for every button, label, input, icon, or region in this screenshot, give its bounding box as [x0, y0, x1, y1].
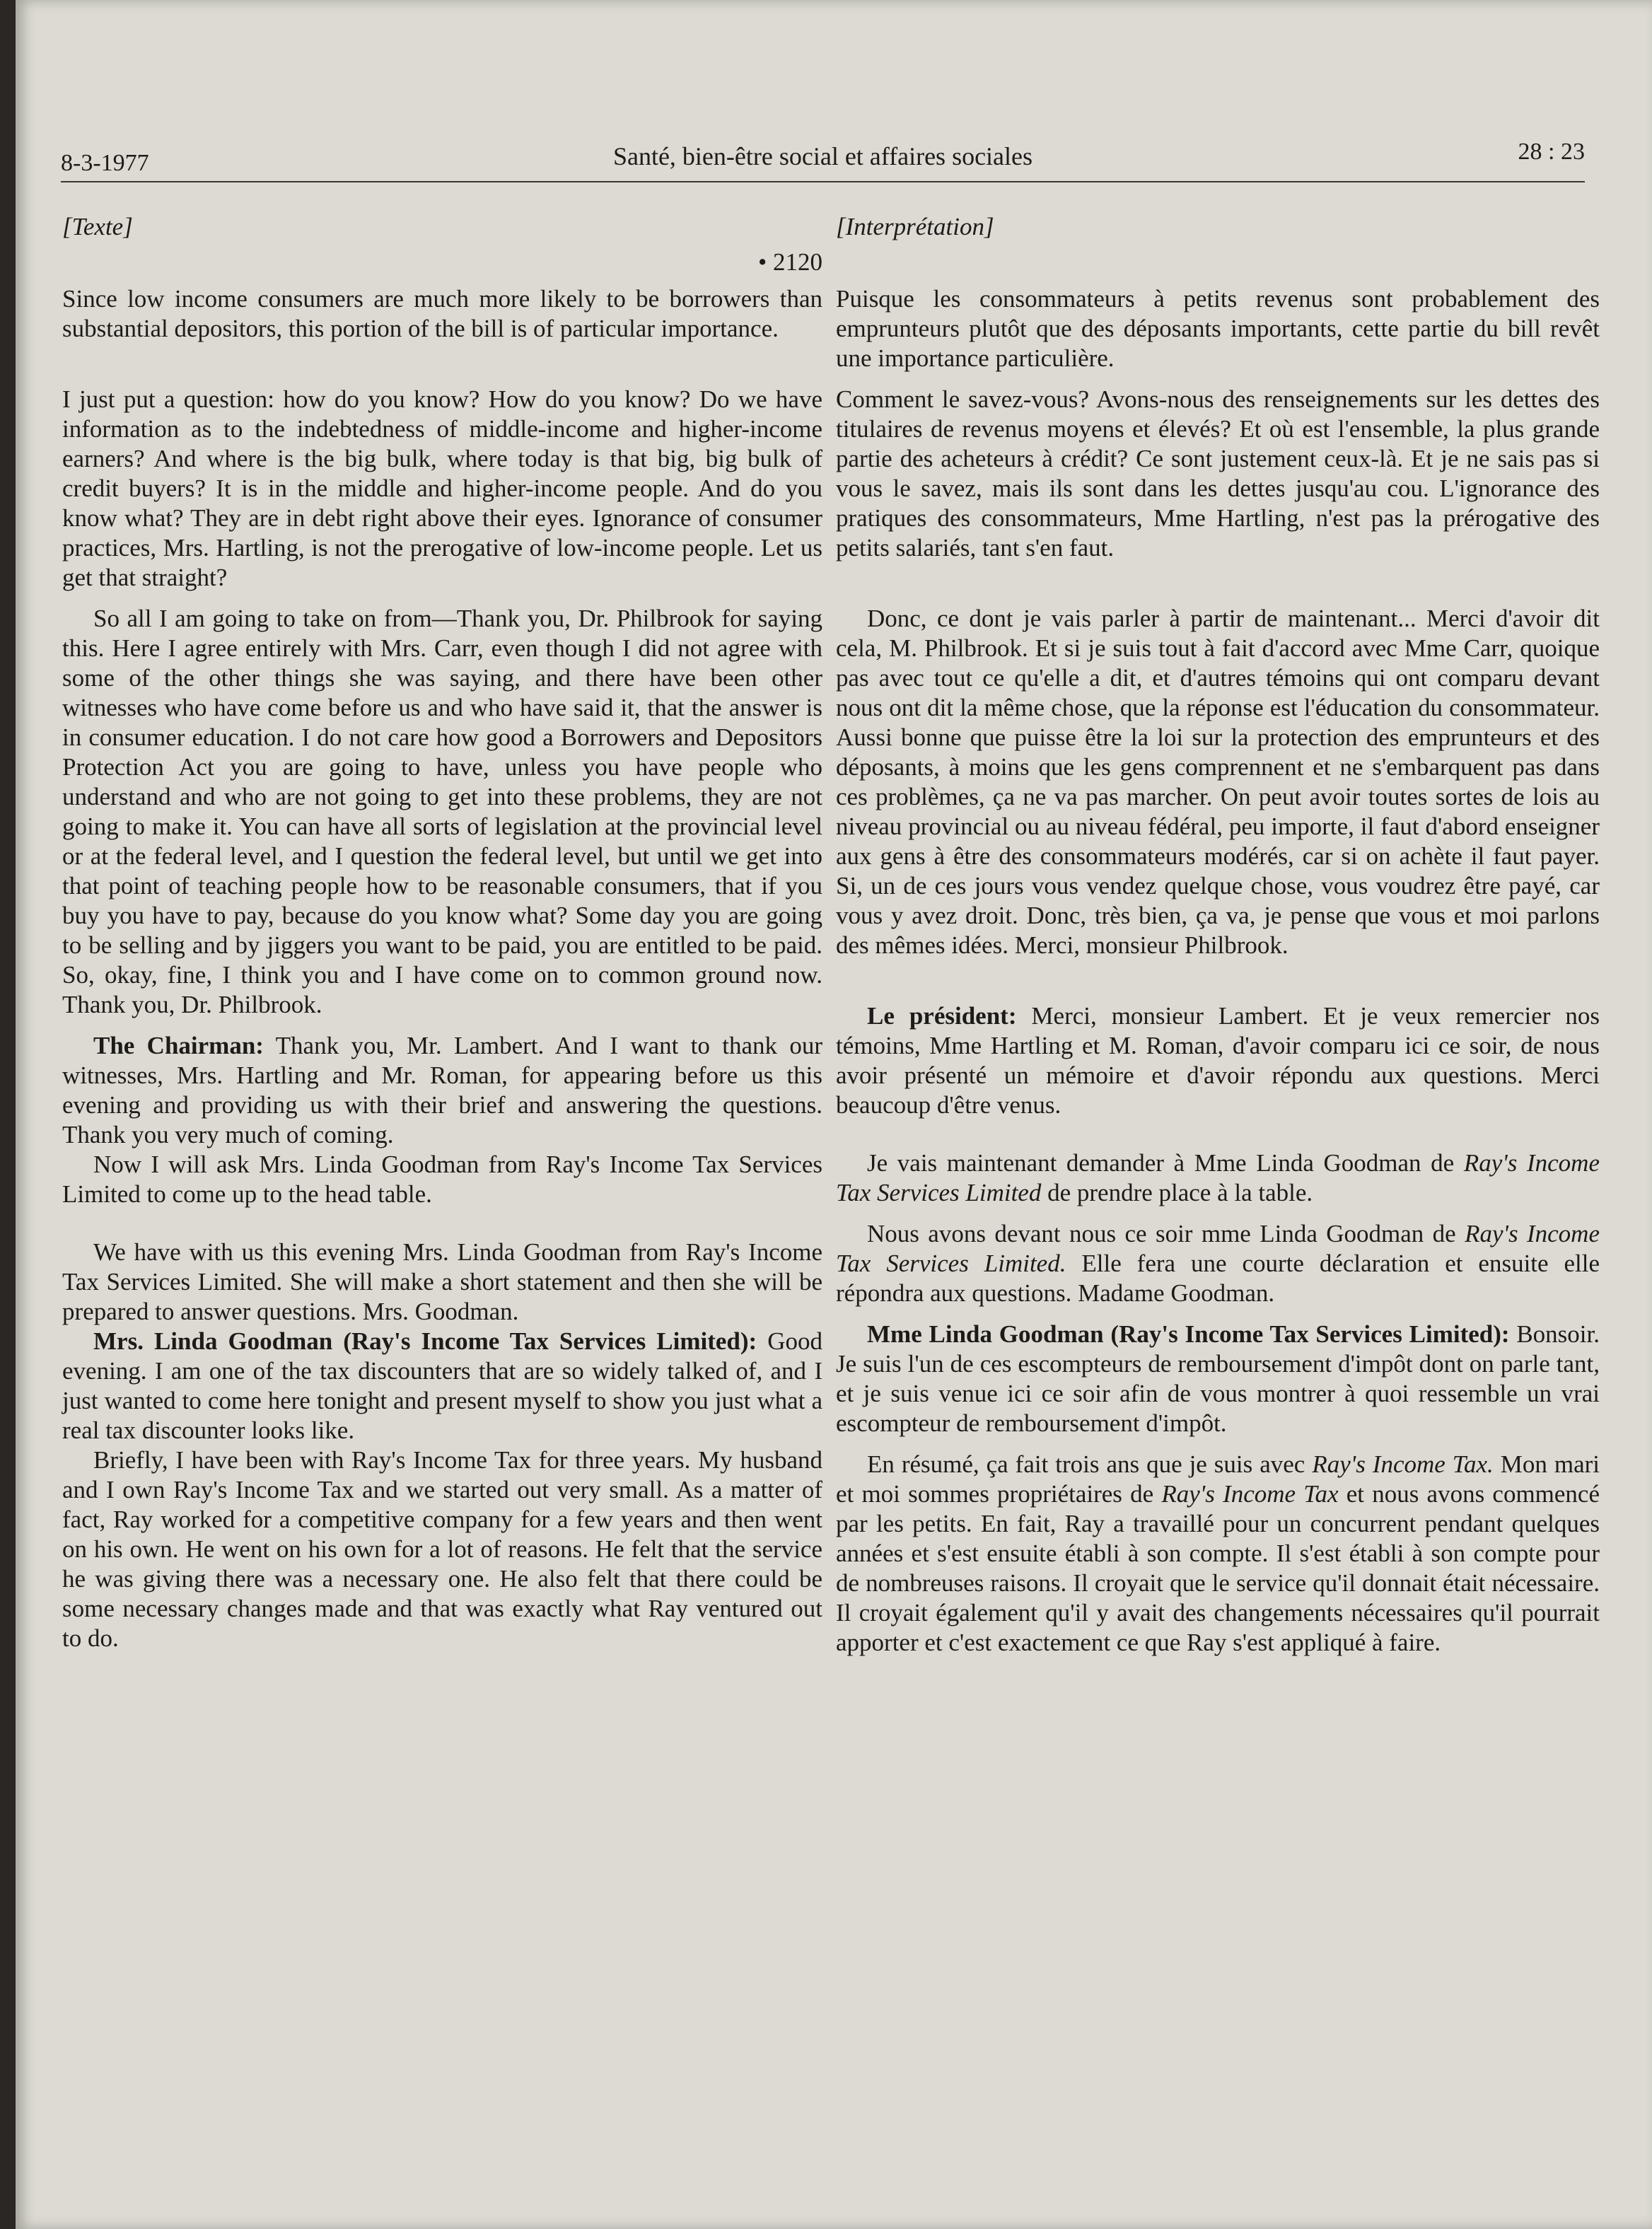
- french-column: [836, 212, 1600, 1658]
- paragraph: Je vais maintenant demander à Mme Linda Goodman de Ray's Income Tax Services Limited de prendre place à la table.: [836, 1149, 1600, 1206]
- speaker-name: The Chairman:: [93, 1032, 264, 1059]
- header-title: Santé, bien-être social et affaires sociales: [612, 142, 1033, 170]
- speaker-name: Mrs. Linda Goodman (Ray's Income Tax Services Limited):: [93, 1327, 757, 1355]
- paragraph: Comment le savez-vous? Avons-nous des renseignements sur les dettes des titulaires de revenus moyens et élevés? Et où est l'ensemble, la plus grande partie des acheteurs à crédit? Ce sont justement ceux-là. Et je ne sais pas si vous le savez, mais ils sont dans les dettes jusqu'au cou. L'ignorance des pratiques des consommateurs, Mme Hartling, n'est pas la prérogative des petits salariés, tant s'en faut.: [836, 385, 1600, 561]
- paragraph: Briefly, I have been with Ray's Income Tax for three years. My husband and I own Ray's Income Tax and we started out very small. As a matter of fact, Ray worked for a competitive company for a few years and then went on his own. He went on his own for a lot of reasons. He felt that the service he was giving there was a necessary one. He also felt that there could be some necessary changes made and that was exactly what Ray ventured out to do.: [62, 1446, 822, 1652]
- speaker-name: Mme Linda Goodman (Ray's Income Tax Services Limited):: [867, 1320, 1510, 1348]
- paragraph: The Chairman: Thank you, Mr. Lambert. And I want to thank our witnesses, Mrs. Hartling and Mr. Roman, for appearing before us this evening and providing us with their brief and answering the questions. Thank you very much of coming.: [62, 1032, 822, 1148]
- column-label: [Interprétation]: [836, 213, 994, 240]
- paragraph: Mme Linda Goodman (Ray's Income Tax Services Limited): Bonsoir. Je suis l'un de ces escompteurs de remboursement d'impôt dont on parle tant, et je suis venue ici ce soir afin de vous montrer à quoi ressemble un vrai escompteur de remboursement d'impôt.: [836, 1320, 1600, 1437]
- header-date: 8-3-1977: [61, 150, 149, 176]
- time-marker: • 2120: [757, 248, 822, 276]
- english-column: [62, 212, 822, 1653]
- speaker-name: Le président:: [867, 1002, 1017, 1030]
- paragraph: I just put a question: how do you know? How do you know? Do we have information as to the indebtedness of middle-income and higher-income earners? And where is the big bulk, where today is that big, big bulk of credit buyers? It is in the middle and higher-income people. And do you know what? They are in debt right above their eyes. Ignorance of consumer practices, Mrs. Hartling, is not the prerogative of low-income people. Let us get that straight?: [62, 385, 822, 591]
- paragraph: En résumé, ça fait trois ans que je suis avec Ray's Income Tax. Mon mari et moi sommes propriétaires de Ray's Income Tax et nous avons commencé par les petits. En fait, Ray a travaillé pour un concurrent pendant quelques années et s'est ensuite établi à son compte. Il s'est établi à son compte pour de nombreuses raisons. Il croyait que le service qu'il donnait était nécessaire. Il croyait également qu'il y avait des changements nécessaires qu'il pourrait apporter et c'est exactement ce que Ray s'est appliqué à faire.: [836, 1450, 1600, 1656]
- page: [16, 0, 1652, 2229]
- paragraph: Now I will ask Mrs. Linda Goodman from Ray's Income Tax Services Limited to come up to the head table.: [62, 1151, 822, 1208]
- column-label: [Texte]: [62, 213, 133, 240]
- quoted-brief: Puisque les consommateurs à petits revenus sont probablement des emprunteurs plutôt que des déposants importants, cette partie du bill revêt une importance particulière.: [836, 285, 1600, 372]
- paragraph: Mrs. Linda Goodman (Ray's Income Tax Services Limited): Good evening. I am one of the tax discounters that are so widely talked of, and I just wanted to come here tonight and present myself to show you just what a real tax discounter looks like.: [62, 1327, 822, 1444]
- page-number: 28 : 23: [1518, 139, 1585, 165]
- paragraph: Le président: Merci, monsieur Lambert. Et je veux remercier nos témoins, Mme Hartling et M. Roman, d'avoir comparu ici ce soir, de nous avoir présenté un mémoire et d'avoir répondu aux questions. Merci beaucoup d'être venus.: [836, 1002, 1600, 1119]
- running-header: [61, 132, 1585, 182]
- paragraph: So all I am going to take on from—Thank you, Dr. Philbrook for saying this. Here I agree entirely with Mrs. Carr, even though I did not agree with some of the other things she was saying, and there have been other witnesses who have come before us and who have said it, that the answer is in consumer education. I do not care how good a Borrowers and Depositors Protection Act you are going to have, unless you have people who understand and who are not going to get into these problems, they are not going to make it. You can have all sorts of legislation at the provincial level or at the federal level, and I question the federal level, but until we get into that point of teaching people how to be reasonable consumers, that if you buy you have to pay, because do you know what? Some day you are going to be selling and by jiggers you want to be paid, you are entitled to be paid. So, okay, fine, I think you and I have come on to common ground now. Thank you, Dr. Philbrook.: [62, 605, 822, 1018]
- paragraph: Nous avons devant nous ce soir mme Linda Goodman de Ray's Income Tax Services Limited. Elle fera une courte déclaration et ensuite elle répondra aux questions. Madame Goodman.: [836, 1220, 1600, 1307]
- paragraph: Donc, ce dont je vais parler à partir de maintenant... Merci d'avoir dit cela, M. Philbrook. Et si je suis tout à fait d'accord avec Mme Carr, quoique pas avec tout ce qu'elle a dit, et d'autres témoins qui ont comparu devant nous ont dit la même chose, que la réponse est l'éducation du consommateur. Aussi bonne que puisse être la loi sur la protection des emprunteurs et des déposants, à moins que les gens comprennent et ne s'embarquent pas dans ces problèmes, ça ne va pas marcher. On peut avoir toutes sortes de lois au niveau provincial ou au niveau fédéral, peu importe, il faut d'abord enseigner aux gens à être des consommateurs modérés, car si on achète il faut payer. Si, un de ces jours vous vendez quelque chose, vous voudrez être payé, car vous y avez droit. Donc, très bien, ça va, je pense que vous et moi parlons des mêmes idées. Merci, monsieur Philbrook.: [836, 605, 1600, 959]
- paragraph: We have with us this evening Mrs. Linda Goodman from Ray's Income Tax Services Limited. She will make a short statement and then she will be prepared to answer questions. Mrs. Goodman.: [62, 1238, 822, 1325]
- quoted-brief: Since low income consumers are much more likely to be borrowers than substantial depositors, this portion of the bill is of particular importance.: [62, 285, 822, 342]
